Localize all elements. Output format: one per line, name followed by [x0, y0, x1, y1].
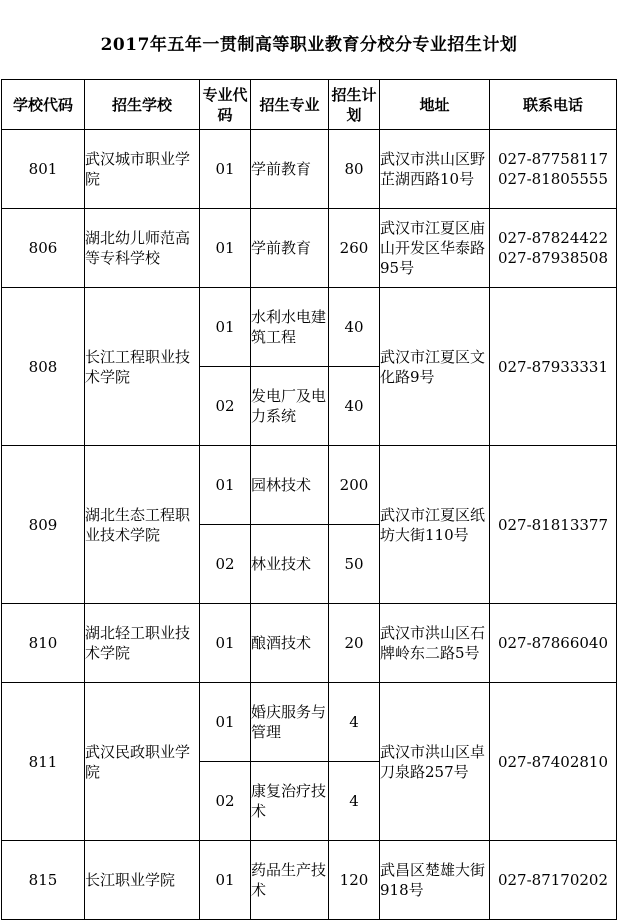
phone-cell	[490, 130, 617, 209]
school-code-cell: 810	[2, 604, 85, 683]
table-row	[2, 130, 617, 209]
school-name-cell: 湖北轻工职业技术学院	[85, 604, 200, 683]
plan-cell: 20	[329, 604, 380, 683]
school-code-cell: 815	[2, 841, 85, 920]
major-name-cell: 水利水电建筑工程	[251, 288, 329, 367]
plan-cell: 200	[329, 446, 380, 525]
table-row	[2, 604, 617, 683]
phone-number: 027-81813377	[497, 515, 609, 534]
school-code-cell: 811	[2, 683, 85, 841]
school-code-cell: 806	[2, 209, 85, 288]
school-name-cell: 武汉城市职业学院	[85, 130, 200, 209]
major-code-cell: 01	[200, 130, 251, 209]
plan-cell: 50	[329, 525, 380, 604]
major-code-cell: 02	[200, 762, 251, 841]
major-code-cell: 02	[200, 367, 251, 446]
header-row	[2, 80, 617, 130]
header-school-code: 学校代码	[2, 80, 85, 130]
school-name-cell: 湖北生态工程职业技术学院	[85, 446, 200, 604]
phone-number: 027-87170202	[497, 871, 609, 889]
major-name-cell: 酿酒技术	[251, 604, 329, 683]
school-name-cell: 湖北幼儿师范高等专科学校	[85, 209, 200, 288]
phone-number: 027-87758117	[497, 150, 609, 168]
phone-cell	[490, 209, 617, 288]
address-cell: 武汉市洪山区野芷湖西路10号	[380, 130, 490, 209]
enrollment-plan-table	[1, 79, 617, 920]
major-name-cell: 康复治疗技术	[251, 762, 329, 841]
phone-cell	[490, 446, 617, 604]
major-name-cell: 学前教育	[251, 130, 329, 209]
phone-number: 027-87866040	[497, 634, 609, 652]
major-name-cell: 学前教育	[251, 209, 329, 288]
address-cell: 武汉市洪山区石牌岭东二路5号	[380, 604, 490, 683]
major-name-cell: 婚庆服务与管理	[251, 683, 329, 762]
school-name-cell: 武汉民政职业学院	[85, 683, 200, 841]
major-name-cell: 林业技术	[251, 525, 329, 604]
major-code-cell: 01	[200, 209, 251, 288]
plan-cell: 80	[329, 130, 380, 209]
header-major-name: 招生专业	[251, 80, 329, 130]
phone-cell	[490, 288, 617, 446]
school-code-cell: 801	[2, 130, 85, 209]
phone-cell	[490, 841, 617, 920]
major-code-cell: 01	[200, 446, 251, 525]
major-name-cell: 园林技术	[251, 446, 329, 525]
major-name-cell: 药品生产技术	[251, 841, 329, 920]
header-plan: 招生计划	[329, 80, 380, 130]
plan-cell: 120	[329, 841, 380, 920]
header-address: 地址	[380, 80, 490, 130]
phone-number: 027-81805555	[497, 170, 609, 188]
school-name-cell: 长江工程职业技术学院	[85, 288, 200, 446]
phone-number: 027-87938508	[497, 249, 609, 267]
phone-number: 027-87402810	[497, 752, 609, 771]
address-cell: 武汉市江夏区庙山开发区华泰路95号	[380, 209, 490, 288]
plan-cell: 40	[329, 367, 380, 446]
address-cell: 武汉市洪山区卓刀泉路257号	[380, 683, 490, 841]
plan-cell: 260	[329, 209, 380, 288]
phone-number: 027-87933331	[497, 357, 609, 376]
major-code-cell: 01	[200, 288, 251, 367]
phone-cell	[490, 604, 617, 683]
address-cell: 武汉市江夏区文化路9号	[380, 288, 490, 446]
major-code-cell: 01	[200, 604, 251, 683]
header-phone: 联系电话	[490, 80, 617, 130]
school-name-cell: 长江职业学院	[85, 841, 200, 920]
major-code-cell: 01	[200, 841, 251, 920]
school-code-cell: 809	[2, 446, 85, 604]
phone-number: 027-87824422	[497, 229, 609, 247]
major-code-cell: 01	[200, 683, 251, 762]
table-row	[2, 288, 617, 367]
header-school-name: 招生学校	[85, 80, 200, 130]
plan-cell: 40	[329, 288, 380, 367]
page-title: 2017年五年一贯制高等职业教育分校分专业招生计划	[100, 35, 518, 55]
major-code-cell: 02	[200, 525, 251, 604]
table-row	[2, 209, 617, 288]
plan-cell: 4	[329, 683, 380, 762]
table-row	[2, 446, 617, 525]
phone-cell	[490, 683, 617, 841]
table-row	[2, 683, 617, 762]
plan-cell: 4	[329, 762, 380, 841]
address-cell: 武昌区楚雄大街918号	[380, 841, 490, 920]
school-code-cell: 808	[2, 288, 85, 446]
header-major-code: 专业代码	[200, 80, 251, 130]
major-name-cell: 发电厂及电力系统	[251, 367, 329, 446]
address-cell: 武汉市江夏区纸坊大街110号	[380, 446, 490, 604]
table-row	[2, 841, 617, 920]
table-body	[2, 130, 617, 920]
